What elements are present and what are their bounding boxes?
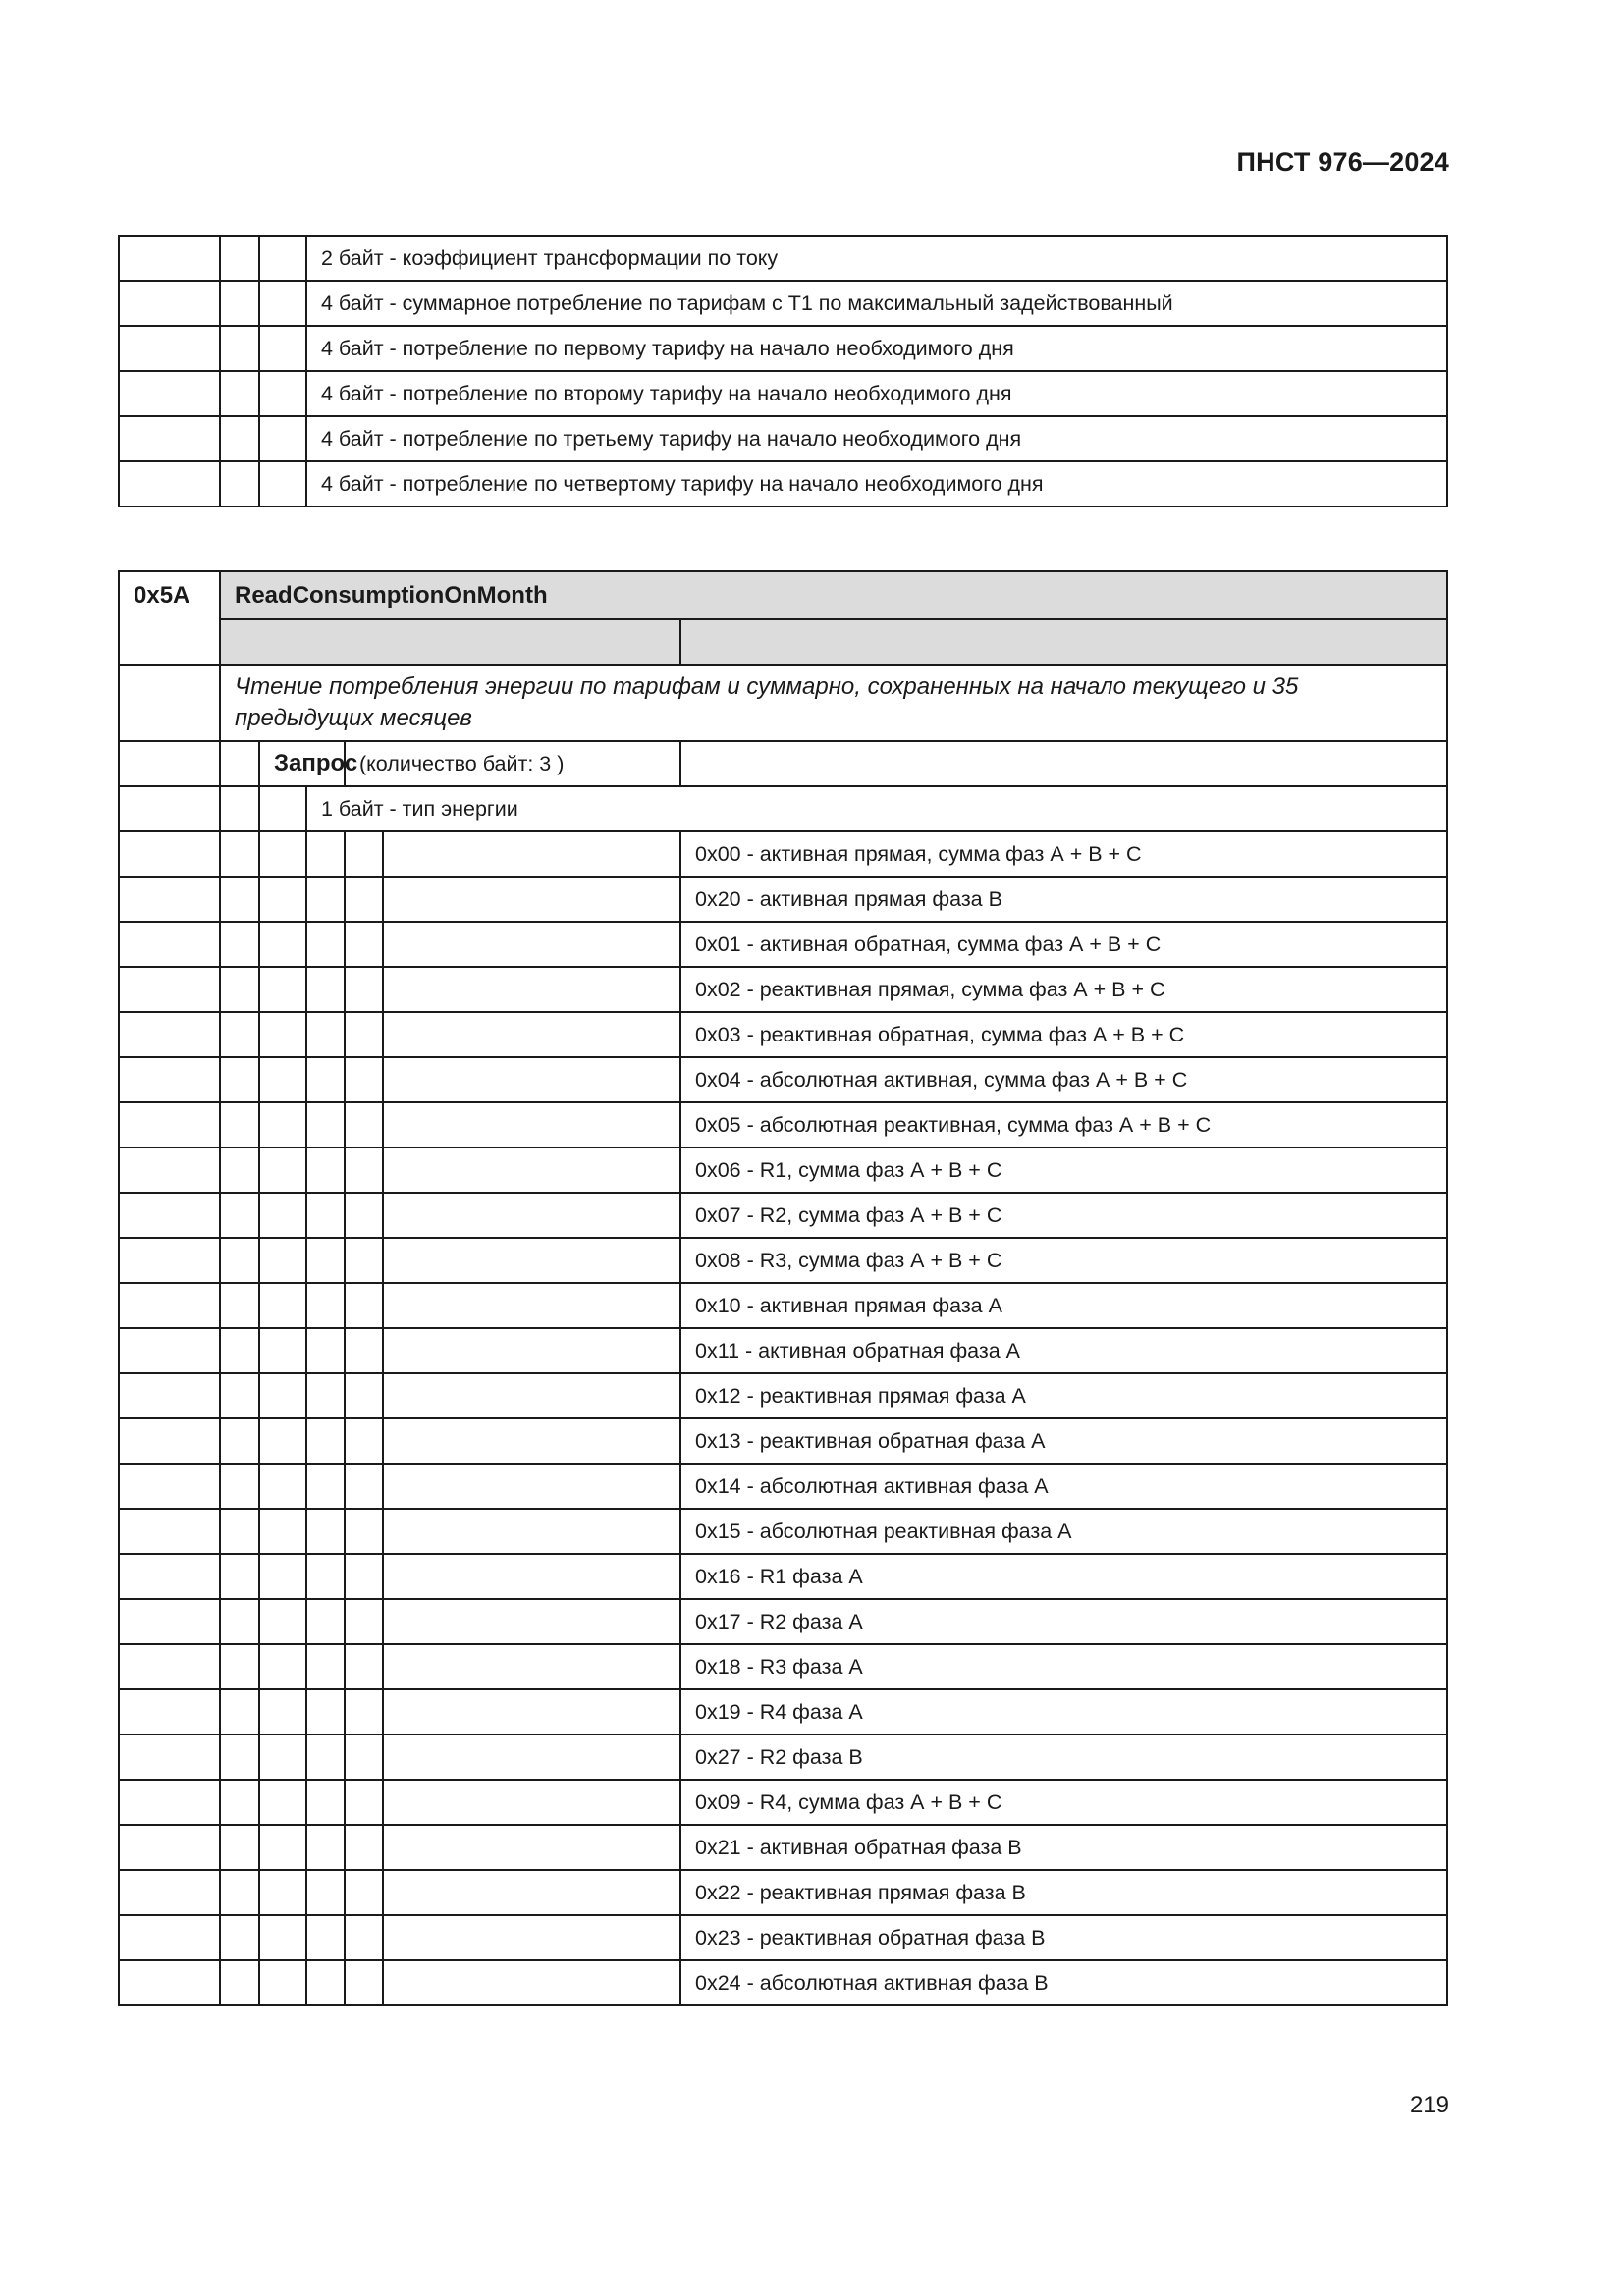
table-row: [119, 371, 1447, 416]
energy-type-value: 0x23 - реактивная обратная фаза В: [680, 1915, 1447, 1960]
shaded-cell: [220, 619, 680, 665]
energy-type-value: 0x27 - R2 фаза В: [680, 1735, 1447, 1780]
field-description: 4 байт - потребление по третьему тарифу на начало необходимого дня: [306, 416, 1447, 461]
energy-type-row: [119, 967, 1447, 1012]
energy-type-row: [119, 1283, 1447, 1328]
field-description: 4 байт - потребление по четвертому тарифу на начало необходимого дня: [306, 461, 1447, 507]
energy-type-row: [119, 1418, 1447, 1464]
energy-type-value: 0x16 - R1 фаза А: [680, 1554, 1447, 1599]
energy-type-row: [119, 877, 1447, 922]
shaded-cell: [680, 619, 1447, 665]
command-description: Чтение потребления энергии по тарифам и суммарно, сохраненных на начало текущего и 35 предыдущих месяцев: [220, 665, 1447, 741]
request-label: Запрос: [259, 741, 345, 786]
energy-type-value: 0x10 - активная прямая фаза А: [680, 1283, 1447, 1328]
energy-type-value: 0x01 - активная обратная, сумма фаз А + В + С: [680, 922, 1447, 967]
energy-type-row: [119, 1464, 1447, 1509]
energy-type-value: 0x03 - реактивная обратная, сумма фаз А + В + С: [680, 1012, 1447, 1057]
energy-type-row: [119, 1554, 1447, 1599]
energy-type-value: 0x13 - реактивная обратная фаза А: [680, 1418, 1447, 1464]
energy-type-row: [119, 1238, 1447, 1283]
energy-type-row: [119, 1148, 1447, 1193]
description-row: [119, 665, 1447, 741]
energy-type-row: [119, 1644, 1447, 1689]
command-code: 0x5A: [119, 571, 220, 665]
continuation-table: [118, 235, 1448, 507]
command-header-row: [119, 571, 1447, 619]
command-table: [118, 570, 1448, 2006]
page-number: 219: [1409, 2092, 1449, 2118]
table-row: [119, 461, 1447, 507]
energy-type-value: 0x06 - R1, сумма фаз А + В + С: [680, 1148, 1447, 1193]
energy-type-value: 0x07 - R2, сумма фаз А + В + С: [680, 1193, 1447, 1238]
energy-type-row: [119, 922, 1447, 967]
energy-type-row: [119, 1870, 1447, 1915]
energy-type-row: [119, 1735, 1447, 1780]
energy-type-value: 0x12 - реактивная прямая фаза А: [680, 1373, 1447, 1418]
energy-type-value: 0x18 - R3 фаза А: [680, 1644, 1447, 1689]
command-name: ReadConsumptionOnMonth: [220, 571, 1447, 619]
command-subheader-row: [119, 619, 1447, 665]
energy-type-row: [119, 1057, 1447, 1102]
energy-type-row: [119, 1599, 1447, 1644]
request-byte-count: (количество байт: 3 ): [345, 741, 680, 786]
field-row: [119, 786, 1447, 831]
energy-type-row: [119, 1102, 1447, 1148]
field-description: 4 байт - потребление по первому тарифу на начало необходимого дня: [306, 326, 1447, 371]
field-description: 1 байт - тип энергии: [306, 786, 1447, 831]
table-row: [119, 236, 1447, 281]
energy-type-value: 0x15 - абсолютная реактивная фаза А: [680, 1509, 1447, 1554]
energy-type-value: 0x20 - активная прямая фаза В: [680, 877, 1447, 922]
energy-type-value: 0x05 - абсолютная реактивная, сумма фаз А + В + С: [680, 1102, 1447, 1148]
energy-type-row: [119, 1328, 1447, 1373]
energy-type-row: [119, 1960, 1447, 2005]
field-description: 2 байт - коэффициент трансформации по току: [306, 236, 1447, 281]
request-row: [119, 741, 1447, 786]
field-description: 4 байт - суммарное потребление по тарифам с Т1 по максимальный задействованный: [306, 281, 1447, 326]
energy-type-row: [119, 1012, 1447, 1057]
table-row: [119, 416, 1447, 461]
energy-type-value: 0x09 - R4, сумма фаз А + В + С: [680, 1780, 1447, 1825]
energy-type-value: 0x22 - реактивная прямая фаза В: [680, 1870, 1447, 1915]
field-description: 4 байт - потребление по второму тарифу на начало необходимого дня: [306, 371, 1447, 416]
energy-type-value: 0x11 - активная обратная фаза А: [680, 1328, 1447, 1373]
energy-type-row: [119, 831, 1447, 877]
energy-type-value: 0x04 - абсолютная активная, сумма фаз А + В + С: [680, 1057, 1447, 1102]
energy-type-row: [119, 1193, 1447, 1238]
energy-type-row: [119, 1915, 1447, 1960]
energy-type-value: 0x21 - активная обратная фаза В: [680, 1825, 1447, 1870]
energy-type-value: 0x19 - R4 фаза А: [680, 1689, 1447, 1735]
energy-type-value: 0x08 - R3, сумма фаз А + В + С: [680, 1238, 1447, 1283]
table-row: [119, 281, 1447, 326]
energy-type-row: [119, 1373, 1447, 1418]
energy-type-value: 0x00 - активная прямая, сумма фаз А + В + С: [680, 831, 1447, 877]
energy-type-row: [119, 1509, 1447, 1554]
energy-type-row: [119, 1825, 1447, 1870]
document-code: ПНСТ 976—2024: [1236, 147, 1449, 177]
energy-type-value: 0x24 - абсолютная активная фаза В: [680, 1960, 1447, 2005]
energy-type-value: 0x17 - R2 фаза А: [680, 1599, 1447, 1644]
energy-type-value: 0x02 - реактивная прямая, сумма фаз А + В + С: [680, 967, 1447, 1012]
energy-type-row: [119, 1780, 1447, 1825]
energy-type-value: 0x14 - абсолютная активная фаза А: [680, 1464, 1447, 1509]
energy-type-row: [119, 1689, 1447, 1735]
table-row: [119, 326, 1447, 371]
